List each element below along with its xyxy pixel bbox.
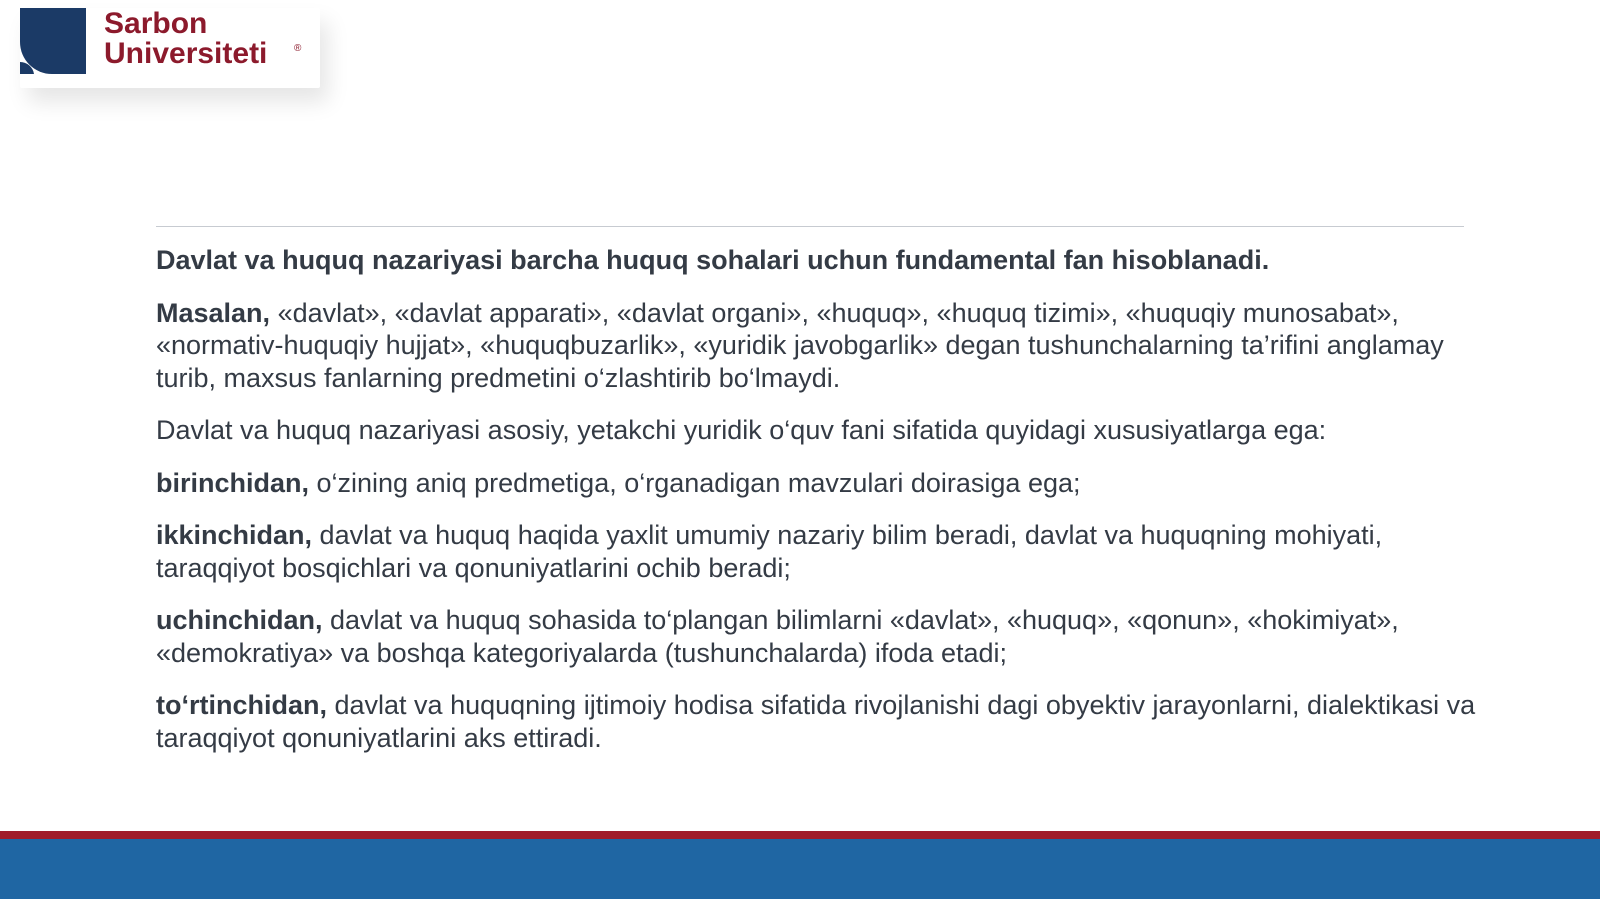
slide-body (156, 244, 1476, 774)
paragraph-first (156, 467, 1476, 500)
registered-mark: ® (294, 43, 302, 54)
paragraph-text: davlat va huquqning ijtimoiy hodisa sifatida rivojlanishi dagi obyektiv jarayonlarni, dialektikasi va taraqqiyot qonuniyatlarini aks ettiradi. (156, 690, 1476, 753)
paragraph-example (156, 297, 1476, 395)
paragraph-text: o‘zining aniq predmetiga, o‘rganadigan mavzulari doirasiga ega; (316, 467, 1081, 498)
paragraph-text: Davlat va huquq nazariyasi asosiy, yetakchi yuridik o‘quv fani sifatida quyidagi xususiyatlarga ega: (156, 415, 1327, 445)
paragraph-third (156, 604, 1476, 669)
heading-text: Davlat va huquq nazariyasi barcha huquq sohalari uchun fundamental fan hisoblanadi. (156, 245, 1270, 275)
logo-line-2: Universiteti (104, 37, 268, 70)
paragraph-lead: Masalan, (156, 297, 278, 328)
paragraph-lead: ikkinchidan, (156, 520, 320, 550)
footer-blue-band (0, 839, 1600, 899)
footer-red-stripe (0, 831, 1600, 839)
paragraph-intro (156, 414, 1476, 447)
slide-heading (156, 244, 1476, 277)
logo-line-1: Sarbon (104, 7, 208, 40)
paragraph-text: davlat va huquq haqida yaxlit umumiy nazariy bilim beradi, davlat va huquqning mohiyati, taraqqiyot bosqichlari va qonuniyatlarini ochib beradi; (156, 520, 1383, 583)
paragraph-lead: to‘rtinchidan, (156, 690, 335, 720)
logo-mark-icon (20, 8, 86, 74)
header-divider (156, 226, 1464, 227)
paragraph-fourth (156, 689, 1476, 754)
paragraph-text: davlat va huquq sohasida to‘plangan bilimlarni «davlat», «huquq», «qonun», «hokimiyat», «demokratiya» va boshqa kategoriyalarda (tushunchalarda) ifoda etadi; (156, 605, 1399, 668)
logo-wordmark (104, 9, 267, 69)
paragraph-lead: birinchidan, (156, 467, 317, 498)
university-logo (20, 8, 320, 98)
paragraph-lead: uchinchidan, (156, 605, 331, 635)
paragraph-second (156, 519, 1476, 584)
paragraph-text: «davlat», «davlat apparati», «davlat organi», «huquq», «huquq tizimi», «huquqiy munosabat», «normativ-huquqiy hujjat», «huquqbuzarlik», «yuridik javobgarlik» degan tushunchalarning ta’rifini anglamay turib, maxsus fanlarning predmetini o‘zlashtirib bo‘lmaydi. (156, 297, 1444, 393)
